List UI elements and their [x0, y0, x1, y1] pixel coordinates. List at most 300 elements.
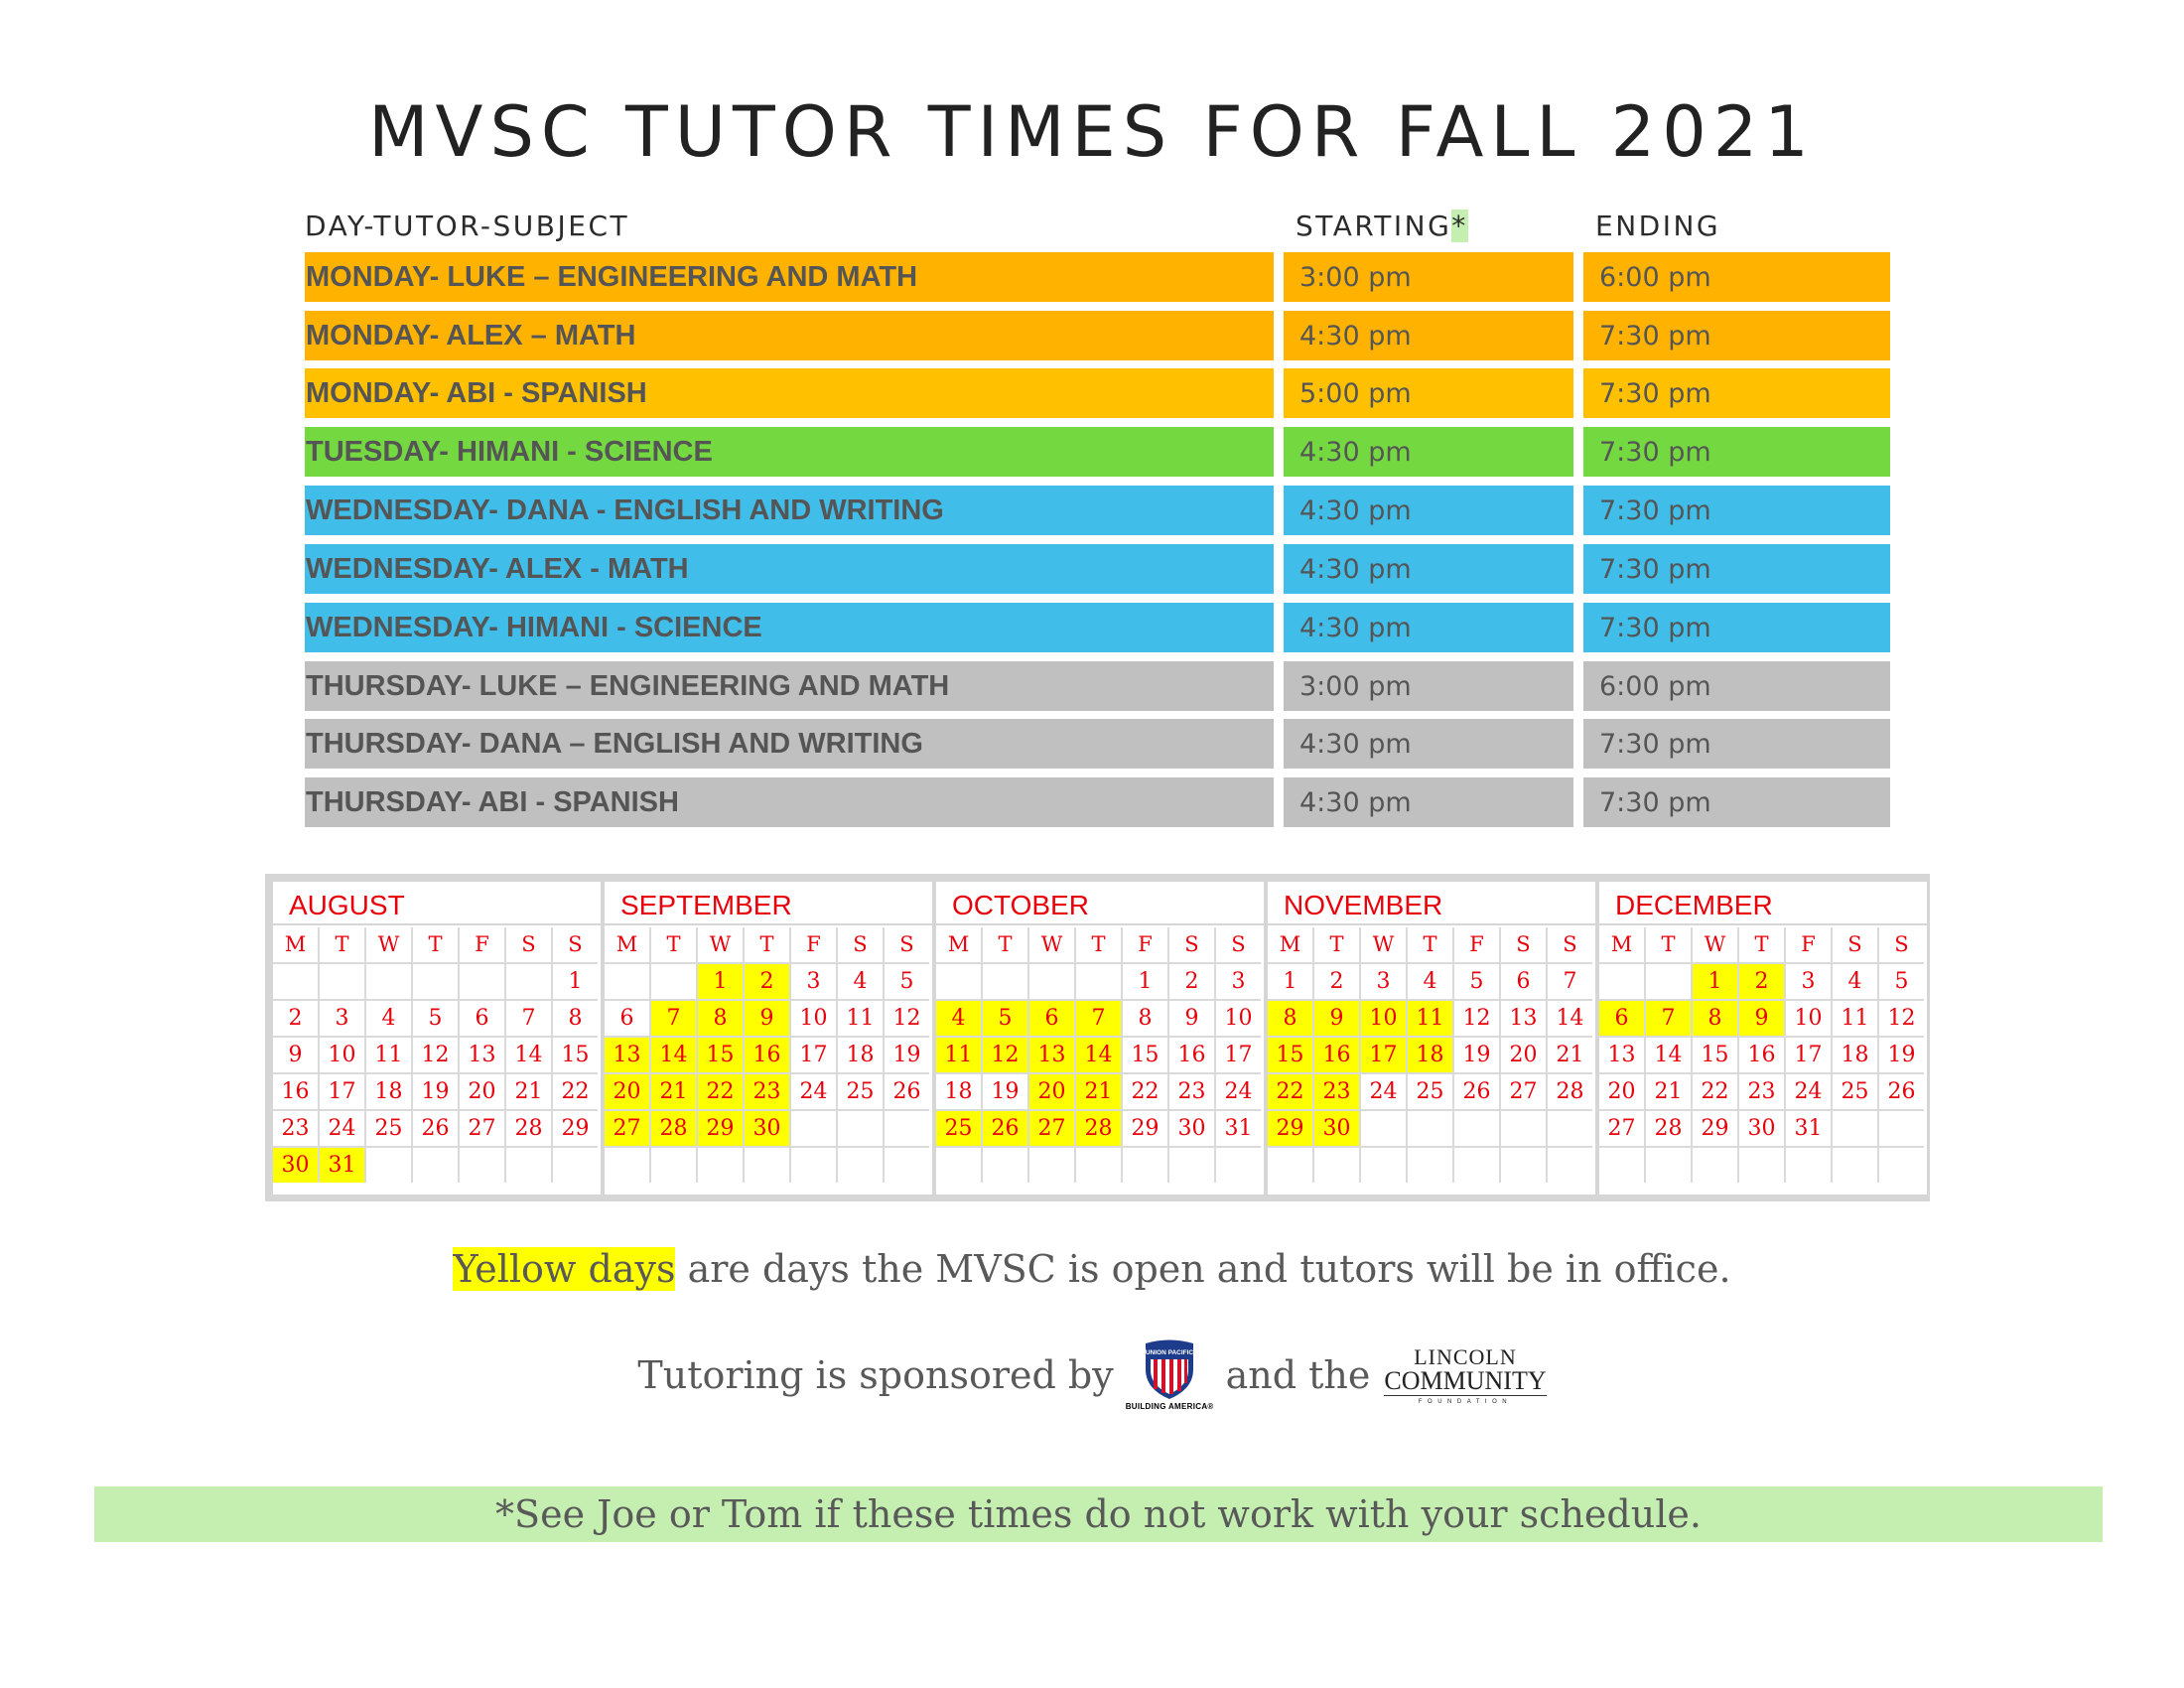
- calendar-empty-cell: [1879, 1148, 1924, 1183]
- calendar-empty-cell: [1501, 1111, 1546, 1146]
- calendar-day: 25: [838, 1074, 883, 1109]
- calendar-day: 11: [838, 1001, 883, 1036]
- calendar-day: 4: [838, 964, 883, 999]
- schedule-subject: WEDNESDAY- DANA - ENGLISH AND WRITING: [305, 486, 1274, 535]
- calendar-day: 3: [791, 964, 836, 999]
- calendar-day: 25: [936, 1111, 981, 1146]
- calendar-day: 9: [745, 1001, 789, 1036]
- weekday-label: W: [1029, 927, 1074, 962]
- calendar-day: 5: [1454, 964, 1499, 999]
- calendar-day: 16: [1314, 1038, 1359, 1072]
- header-starting-asterisk: *: [1451, 210, 1468, 242]
- calendar-day: 14: [1548, 1001, 1592, 1036]
- schedule-start-time: 5:00 pm: [1284, 368, 1573, 418]
- schedule-row: [0, 661, 2184, 711]
- calendar-day: 5: [885, 964, 929, 999]
- calendar-empty-cell: [1029, 1148, 1074, 1183]
- sponsor-middle: and the: [1225, 1353, 1371, 1397]
- calendar-day: 24: [791, 1074, 836, 1109]
- calendar-day: 13: [1029, 1038, 1074, 1072]
- calendar-day: 24: [1786, 1074, 1831, 1109]
- schedule-start-time: 4:30 pm: [1284, 544, 1573, 594]
- weekday-label: S: [1879, 927, 1924, 962]
- schedule-row: [0, 427, 2184, 477]
- schedule-end-time: 7:30 pm: [1583, 719, 1890, 769]
- calendar-empty-cell: [1646, 964, 1691, 999]
- fall-calendar: [265, 874, 1930, 1201]
- weekday-label: T: [1646, 927, 1691, 962]
- calendar-day: 16: [745, 1038, 789, 1072]
- weekday-label: T: [1314, 927, 1359, 962]
- calendar-empty-cell: [698, 1148, 743, 1183]
- calendar-day: 17: [320, 1074, 364, 1109]
- month-grid: [605, 927, 929, 1183]
- calendar-day: 5: [1879, 964, 1924, 999]
- calendar-day: 12: [885, 1001, 929, 1036]
- weekday-label: T: [1408, 927, 1452, 962]
- calendar-empty-cell: [651, 1148, 696, 1183]
- calendar-month: [605, 882, 932, 1195]
- weekday-label: M: [1599, 927, 1644, 962]
- calendar-day: 24: [1361, 1074, 1406, 1109]
- calendar-day: 10: [1216, 1001, 1261, 1036]
- calendar-month: [1599, 882, 1927, 1195]
- month-name: DECEMBER: [1599, 882, 1927, 925]
- schedule-end-time: 7:30 pm: [1583, 486, 1890, 535]
- calendar-day: 24: [1216, 1074, 1261, 1109]
- calendar-day: 8: [698, 1001, 743, 1036]
- weekday-label: T: [651, 927, 696, 962]
- calendar-empty-cell: [1361, 1148, 1406, 1183]
- weekday-label: T: [1739, 927, 1784, 962]
- calendar-day: 27: [1501, 1074, 1546, 1109]
- calendar-empty-cell: [791, 1148, 836, 1183]
- calendar-day: 9: [273, 1038, 318, 1072]
- schedule-start-time: 3:00 pm: [1284, 252, 1573, 302]
- calendar-day: 19: [1454, 1038, 1499, 1072]
- calendar-day: 8: [1123, 1001, 1167, 1036]
- weekday-label: S: [1216, 927, 1261, 962]
- calendar-day: 26: [1454, 1074, 1499, 1109]
- footer-note: *See Joe or Tom if these times do not work with your schedule.: [94, 1486, 2103, 1542]
- calendar-empty-cell: [506, 1148, 551, 1183]
- calendar-day: 8: [1268, 1001, 1312, 1036]
- calendar-day: 30: [273, 1148, 318, 1183]
- calendar-day: 22: [1123, 1074, 1167, 1109]
- calendar-empty-cell: [460, 1148, 504, 1183]
- calendar-day: 20: [460, 1074, 504, 1109]
- calendar-day: 1: [698, 964, 743, 999]
- calendar-day: 4: [936, 1001, 981, 1036]
- calendar-day: 17: [1216, 1038, 1261, 1072]
- schedule-end-time: 6:00 pm: [1583, 252, 1890, 302]
- weekday-label: M: [273, 927, 318, 962]
- calendar-empty-cell: [1076, 1148, 1121, 1183]
- schedule-end-time: 7:30 pm: [1583, 603, 1890, 652]
- calendar-day: 6: [1599, 1001, 1644, 1036]
- calendar-day: 25: [1833, 1074, 1877, 1109]
- calendar-day: 6: [460, 1001, 504, 1036]
- calendar-day: 26: [885, 1074, 929, 1109]
- schedule-subject: TUESDAY- HIMANI - SCIENCE: [305, 427, 1274, 477]
- schedule-start-time: 3:00 pm: [1284, 661, 1573, 711]
- month-grid: [1599, 927, 1924, 1183]
- calendar-day: 12: [413, 1038, 458, 1072]
- calendar-day: 12: [983, 1038, 1027, 1072]
- calendar-day: 9: [1314, 1001, 1359, 1036]
- weekday-label: S: [553, 927, 598, 962]
- calendar-month: [1268, 882, 1595, 1195]
- calendar-empty-cell: [553, 1148, 598, 1183]
- calendar-empty-cell: [413, 964, 458, 999]
- weekday-label: S: [1548, 927, 1592, 962]
- calendar-day: 30: [1739, 1111, 1784, 1146]
- calendar-day: 23: [273, 1111, 318, 1146]
- calendar-day: 3: [1216, 964, 1261, 999]
- calendar-day: 6: [1029, 1001, 1074, 1036]
- weekday-label: T: [745, 927, 789, 962]
- calendar-day: 15: [698, 1038, 743, 1072]
- union-pacific-top-text: UNION PACIFIC: [1146, 1349, 1194, 1356]
- calendar-empty-cell: [1216, 1148, 1261, 1183]
- calendar-day: 25: [366, 1111, 411, 1146]
- calendar-day: 26: [983, 1111, 1027, 1146]
- weekday-label: M: [605, 927, 649, 962]
- weekday-label: T: [1076, 927, 1121, 962]
- calendar-empty-cell: [1268, 1148, 1312, 1183]
- calendar-empty-cell: [838, 1148, 883, 1183]
- calendar-day: 10: [1361, 1001, 1406, 1036]
- calendar-day: 23: [1169, 1074, 1214, 1109]
- calendar-day: 1: [553, 964, 598, 999]
- calendar-day: 10: [1786, 1001, 1831, 1036]
- schedule-subject: MONDAY- LUKE – ENGINEERING AND MATH: [305, 252, 1274, 302]
- calendar-empty-cell: [1833, 1111, 1877, 1146]
- calendar-day: 15: [1693, 1038, 1737, 1072]
- calendar-day: 14: [1646, 1038, 1691, 1072]
- weekday-label: S: [1501, 927, 1546, 962]
- calendar-day: 21: [506, 1074, 551, 1109]
- calendar-day: 10: [791, 1001, 836, 1036]
- calendar-empty-cell: [273, 964, 318, 999]
- calendar-empty-cell: [1646, 1148, 1691, 1183]
- calendar-empty-cell: [1833, 1148, 1877, 1183]
- weekday-label: T: [983, 927, 1027, 962]
- calendar-day: 20: [1501, 1038, 1546, 1072]
- calendar-day: 14: [1076, 1038, 1121, 1072]
- calendar-empty-cell: [745, 1148, 789, 1183]
- calendar-day: 27: [605, 1111, 649, 1146]
- legend-highlight: Yellow days: [453, 1247, 676, 1291]
- calendar-day: 3: [1786, 964, 1831, 999]
- header-starting: [1296, 212, 1468, 240]
- schedule-end-time: 7:30 pm: [1583, 368, 1890, 418]
- month-grid: [936, 927, 1261, 1183]
- schedule-start-time: 4:30 pm: [1284, 486, 1573, 535]
- weekday-label: S: [838, 927, 883, 962]
- calendar-day: 2: [1169, 964, 1214, 999]
- schedule-row: [0, 777, 2184, 827]
- month-grid: [1268, 927, 1592, 1183]
- weekday-label: W: [1361, 927, 1406, 962]
- calendar-day: 15: [1123, 1038, 1167, 1072]
- calendar-day: 13: [1501, 1001, 1546, 1036]
- union-pacific-logo: [1126, 1339, 1214, 1411]
- schedule-row: [0, 252, 2184, 302]
- calendar-day: 22: [553, 1074, 598, 1109]
- calendar-day: 11: [1833, 1001, 1877, 1036]
- calendar-day: 1: [1268, 964, 1312, 999]
- calendar-day: 20: [1599, 1074, 1644, 1109]
- calendar-day: 25: [1408, 1074, 1452, 1109]
- calendar-day: 4: [1408, 964, 1452, 999]
- calendar-day: 31: [1786, 1111, 1831, 1146]
- union-pacific-caption: BUILDING AMERICA®: [1125, 1402, 1214, 1411]
- schedule-subject: THURSDAY- LUKE – ENGINEERING AND MATH: [305, 661, 1274, 711]
- header-subject: DAY-TUTOR-SUBJECT: [305, 210, 630, 242]
- calendar-day: 28: [1548, 1074, 1592, 1109]
- calendar-empty-cell: [885, 1111, 929, 1146]
- month-name: SEPTEMBER: [605, 882, 932, 925]
- calendar-day: 1: [1123, 964, 1167, 999]
- calendar-day: 29: [698, 1111, 743, 1146]
- calendar-day: 7: [651, 1001, 696, 1036]
- month-name: AUGUST: [273, 882, 601, 925]
- calendar-day: 11: [1408, 1001, 1452, 1036]
- calendar-empty-cell: [1361, 1111, 1406, 1146]
- calendar-day: 22: [698, 1074, 743, 1109]
- calendar-empty-cell: [506, 964, 551, 999]
- calendar-month: [936, 882, 1264, 1195]
- calendar-day: 27: [460, 1111, 504, 1146]
- weekday-label: S: [1833, 927, 1877, 962]
- calendar-empty-cell: [1739, 1148, 1784, 1183]
- calendar-empty-cell: [1454, 1148, 1499, 1183]
- calendar-day: 29: [1123, 1111, 1167, 1146]
- calendar-day: 15: [553, 1038, 598, 1072]
- calendar-day: 6: [1501, 964, 1546, 999]
- weekday-label: W: [698, 927, 743, 962]
- schedule-end-time: 7:30 pm: [1583, 544, 1890, 594]
- weekday-label: S: [1169, 927, 1214, 962]
- calendar-empty-cell: [1076, 964, 1121, 999]
- calendar-day: 12: [1454, 1001, 1499, 1036]
- schedule-subject: WEDNESDAY- HIMANI - SCIENCE: [305, 603, 1274, 652]
- weekday-label: M: [936, 927, 981, 962]
- weekday-label: S: [506, 927, 551, 962]
- calendar-day: 31: [1216, 1111, 1261, 1146]
- calendar-empty-cell: [1408, 1111, 1452, 1146]
- page-title: MVSC TUTOR TIMES FOR FALL 2021: [368, 91, 1816, 173]
- calendar-empty-cell: [605, 1148, 649, 1183]
- calendar-day: 26: [413, 1111, 458, 1146]
- calendar-day: 2: [1314, 964, 1359, 999]
- schedule-start-time: 4:30 pm: [1284, 719, 1573, 769]
- calendar-day: 11: [936, 1038, 981, 1072]
- calendar-day: 28: [1076, 1111, 1121, 1146]
- calendar-day: 29: [1693, 1111, 1737, 1146]
- calendar-day: 6: [605, 1001, 649, 1036]
- calendar-day: 30: [1314, 1111, 1359, 1146]
- schedule-row: [0, 544, 2184, 594]
- calendar-empty-cell: [651, 964, 696, 999]
- calendar-day: 18: [838, 1038, 883, 1072]
- month-name: OCTOBER: [936, 882, 1264, 925]
- calendar-empty-cell: [983, 1148, 1027, 1183]
- calendar-day: 18: [1408, 1038, 1452, 1072]
- calendar-day: 1: [1693, 964, 1737, 999]
- month-grid: [273, 927, 598, 1183]
- schedule-end-time: 7:30 pm: [1583, 777, 1890, 827]
- lcf-line3: FOUNDATION: [1418, 1398, 1513, 1405]
- calendar-day: 7: [1076, 1001, 1121, 1036]
- calendar-empty-cell: [366, 964, 411, 999]
- calendar-empty-cell: [791, 1111, 836, 1146]
- weekday-label: T: [413, 927, 458, 962]
- schedule-start-time: 4:30 pm: [1284, 603, 1573, 652]
- calendar-empty-cell: [1693, 1148, 1737, 1183]
- calendar-empty-cell: [885, 1148, 929, 1183]
- legend-note: [0, 1246, 2184, 1294]
- calendar-empty-cell: [460, 964, 504, 999]
- calendar-empty-cell: [936, 964, 981, 999]
- calendar-day: 29: [1268, 1111, 1312, 1146]
- schedule-row: [0, 719, 2184, 769]
- calendar-day: 9: [1169, 1001, 1214, 1036]
- weekday-label: F: [791, 927, 836, 962]
- calendar-day: 12: [1879, 1001, 1924, 1036]
- calendar-day: 8: [553, 1001, 598, 1036]
- schedule-end-time: 6:00 pm: [1583, 661, 1890, 711]
- calendar-day: 28: [1646, 1111, 1691, 1146]
- calendar-empty-cell: [1169, 1148, 1214, 1183]
- schedule-subject: MONDAY- ALEX – MATH: [305, 311, 1274, 360]
- weekday-label: F: [1786, 927, 1831, 962]
- calendar-empty-cell: [1123, 1148, 1167, 1183]
- calendar-day: 21: [1548, 1038, 1592, 1072]
- weekday-label: T: [320, 927, 364, 962]
- schedule-subject: WEDNESDAY- ALEX - MATH: [305, 544, 1274, 594]
- calendar-day: 2: [745, 964, 789, 999]
- calendar-day: 16: [1169, 1038, 1214, 1072]
- calendar-day: 4: [366, 1001, 411, 1036]
- schedule-start-time: 4:30 pm: [1284, 427, 1573, 477]
- legend-text: are days the MVSC is open and tutors will be in office.: [675, 1247, 1731, 1291]
- calendar-empty-cell: [320, 964, 364, 999]
- schedule-subject: THURSDAY- DANA – ENGLISH AND WRITING: [305, 719, 1274, 769]
- calendar-day: 17: [791, 1038, 836, 1072]
- lcf-line1: LINCOLN: [1414, 1343, 1517, 1369]
- calendar-empty-cell: [413, 1148, 458, 1183]
- calendar-day: 23: [1739, 1074, 1784, 1109]
- header-starting-label: STARTING: [1296, 210, 1452, 242]
- calendar-empty-cell: [1029, 964, 1074, 999]
- schedule-subject: THURSDAY- ABI - SPANISH: [305, 777, 1274, 827]
- month-name: NOVEMBER: [1268, 882, 1595, 925]
- calendar-empty-cell: [1599, 1148, 1644, 1183]
- calendar-day: 14: [651, 1038, 696, 1072]
- calendar-day: 11: [366, 1038, 411, 1072]
- sponsor-prefix: Tutoring is sponsored by: [637, 1353, 1114, 1397]
- calendar-day: 16: [273, 1074, 318, 1109]
- calendar-day: 17: [1786, 1038, 1831, 1072]
- schedule-subject: MONDAY- ABI - SPANISH: [305, 368, 1274, 418]
- calendar-day: 20: [605, 1074, 649, 1109]
- schedule-row: [0, 311, 2184, 360]
- calendar-day: 21: [1076, 1074, 1121, 1109]
- lcf-line2: COMMUNITY: [1384, 1365, 1547, 1395]
- calendar-day: 13: [1599, 1038, 1644, 1072]
- schedule-row: [0, 603, 2184, 652]
- calendar-day: 7: [1646, 1001, 1691, 1036]
- calendar-empty-cell: [1599, 964, 1644, 999]
- calendar-day: 23: [1314, 1074, 1359, 1109]
- calendar-day: 29: [553, 1111, 598, 1146]
- lincoln-community-foundation-logo: [1384, 1343, 1547, 1405]
- calendar-day: 18: [936, 1074, 981, 1109]
- weekday-label: S: [885, 927, 929, 962]
- calendar-day: 5: [983, 1001, 1027, 1036]
- calendar-empty-cell: [1454, 1111, 1499, 1146]
- weekday-label: F: [1454, 927, 1499, 962]
- weekday-label: F: [460, 927, 504, 962]
- calendar-day: 22: [1693, 1074, 1737, 1109]
- calendar-day: 3: [1361, 964, 1406, 999]
- calendar-day: 19: [1879, 1038, 1924, 1072]
- calendar-empty-cell: [838, 1111, 883, 1146]
- calendar-day: 18: [366, 1074, 411, 1109]
- calendar-empty-cell: [1879, 1111, 1924, 1146]
- calendar-day: 13: [460, 1038, 504, 1072]
- calendar-day: 24: [320, 1111, 364, 1146]
- calendar-day: 22: [1268, 1074, 1312, 1109]
- schedule-end-time: 7:30 pm: [1583, 427, 1890, 477]
- schedule-start-time: 4:30 pm: [1284, 311, 1573, 360]
- calendar-day: 9: [1739, 1001, 1784, 1036]
- calendar-day: 19: [983, 1074, 1027, 1109]
- weekday-label: W: [1693, 927, 1737, 962]
- calendar-day: 3: [320, 1001, 364, 1036]
- calendar-day: 19: [885, 1038, 929, 1072]
- calendar-day: 27: [1029, 1111, 1074, 1146]
- schedule-row: [0, 486, 2184, 535]
- weekday-label: M: [1268, 927, 1312, 962]
- calendar-day: 28: [506, 1111, 551, 1146]
- calendar-day: 31: [320, 1148, 364, 1183]
- calendar-day: 28: [651, 1111, 696, 1146]
- calendar-day: 7: [506, 1001, 551, 1036]
- calendar-empty-cell: [366, 1148, 411, 1183]
- calendar-day: 2: [273, 1001, 318, 1036]
- calendar-empty-cell: [936, 1148, 981, 1183]
- header-ending: ENDING: [1595, 210, 1721, 242]
- calendar-month: [273, 882, 601, 1195]
- calendar-empty-cell: [1408, 1148, 1452, 1183]
- weekday-label: F: [1123, 927, 1167, 962]
- calendar-day: 15: [1268, 1038, 1312, 1072]
- calendar-day: 21: [651, 1074, 696, 1109]
- calendar-day: 16: [1739, 1038, 1784, 1072]
- calendar-day: 5: [413, 1001, 458, 1036]
- calendar-day: 14: [506, 1038, 551, 1072]
- calendar-day: 17: [1361, 1038, 1406, 1072]
- calendar-empty-cell: [1314, 1148, 1359, 1183]
- schedule-row: [0, 368, 2184, 418]
- calendar-day: 10: [320, 1038, 364, 1072]
- calendar-day: 30: [745, 1111, 789, 1146]
- calendar-day: 8: [1693, 1001, 1737, 1036]
- calendar-day: 27: [1599, 1111, 1644, 1146]
